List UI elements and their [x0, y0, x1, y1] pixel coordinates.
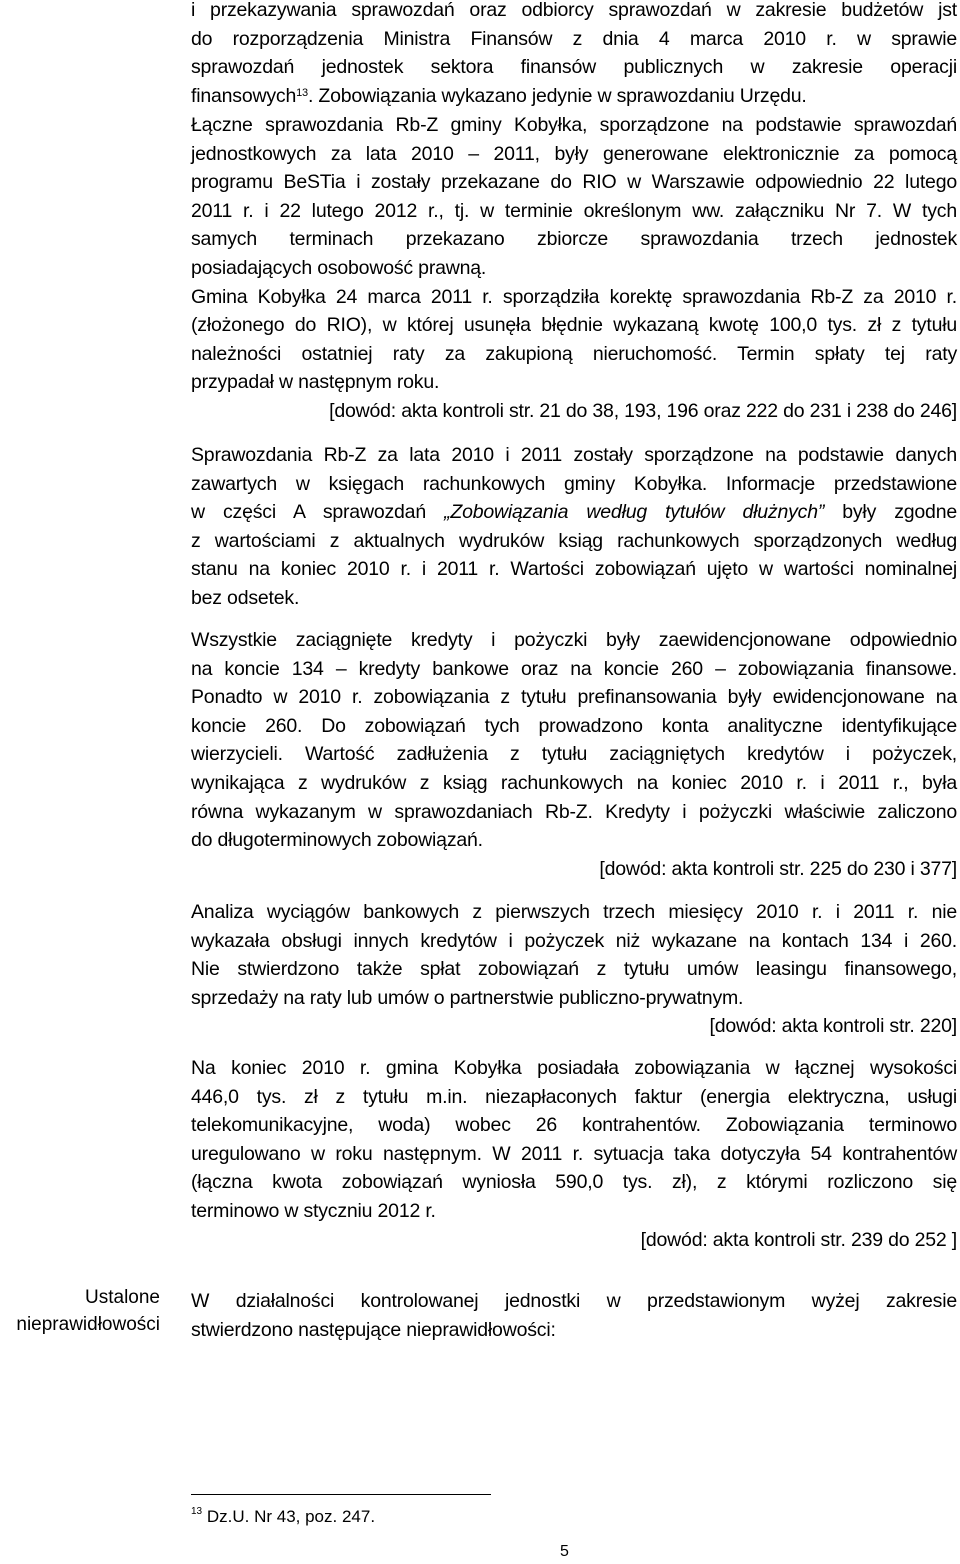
text-line: wykazała obsługi innych kredytów i pożyczek niż wykazane na kontach 134 i 260. — [191, 929, 957, 952]
paragraph-accounting-records — [191, 441, 957, 613]
text-line: terminowo w styczniu 2012 r. — [191, 1199, 436, 1222]
text-line: zawartych w księgach rachunkowych gminy Kobyłka. Informacje przedstawione — [191, 472, 957, 495]
text-line: telekomunikacyjne, woda) wobec 26 kontrahentów. Zobowiązania terminowo — [191, 1114, 957, 1137]
text-line: na koncie 134 – kredyty bankowe oraz na koncie 260 – zobowiązania finansowe. — [191, 657, 957, 680]
text-line: koncie 260. Do zobowiązań tych prowadzono konta analityczne identyfikujące — [191, 714, 957, 737]
text-line: sprawozdań jednostek sektora finansów publicznych w zakresie operacji — [191, 56, 957, 79]
paragraph-liabilities-2010 — [191, 1054, 957, 1254]
evidence-reference: [dowód: akta kontroli str. 225 do 230 i 377] — [599, 857, 957, 880]
text-line: (łączna kwota zobowiązań wyniosła 590,0 tys. zł), z którymi rozliczono się — [191, 1171, 957, 1194]
page-number: 5 — [560, 1543, 569, 1560]
paragraph-credits-loans — [191, 626, 957, 883]
evidence-reference: [dowód: akta kontroli str. 220] — [709, 1015, 957, 1038]
text-line: Wszystkie zaciągnięte kredyty i pożyczki były zaewidencjonowane odpowiednio — [191, 629, 957, 651]
margin-label-irregularities — [0, 1284, 160, 1338]
text-line: Łączne sprawozdania Rb-Z gminy Kobyłka, sporządzone na podstawie sprawozdań — [191, 114, 957, 136]
text-line: wynikająca z wydruków z ksiąg rachunkowych na koniec 2010 r. i 2011 r., była — [191, 771, 957, 794]
paragraph-reporting-regulation — [191, 0, 957, 110]
text-fragment: . Zobowiązania wykazano jedynie w sprawozdaniu Urzędu. — [307, 84, 807, 107]
text-line: (złożonego do RIO), w której usunęła błędnie wykazaną kwotę 100,0 tys. zł z tytułu — [191, 314, 957, 337]
text-line: równa wykazanym w sprawozdaniach Rb-Z. Kredyty i pożyczki właściwie zaliczono — [191, 800, 957, 823]
paragraph-rbz-reports — [191, 111, 957, 426]
text-line: programu BeSTia i zostały przekazane do RIO w Warszawie odpowiednio 22 lutego — [191, 171, 957, 194]
text-line: stanu na koniec 2010 r. i 2011 r. Wartości zobowiązań ujęto w wartości nominalnej — [191, 558, 957, 581]
text-line — [191, 82, 957, 111]
text-line — [191, 498, 957, 527]
text-line: samych terminach przekazano zbiorcze sprawozdania trzech jednostek — [191, 228, 957, 251]
margin-label-line: nieprawidłowości — [16, 1314, 160, 1335]
text-line: bez odsetek. — [191, 586, 300, 609]
margin-label-line: Ustalone — [85, 1287, 160, 1308]
text-line: do długoterminowych zobowiązań. — [191, 829, 483, 852]
evidence-reference: [dowód: akta kontroli str. 21 do 38, 193, 196 oraz 222 do 231 i 238 do 246] — [329, 399, 957, 422]
report-section-title: „Zobowiązania według tytułów dłużnych” — [444, 501, 825, 524]
footnote-mark: 13 — [191, 1506, 203, 1517]
text-line: Na koniec 2010 r. gmina Kobyłka posiadała zobowiązania w łącznej wysokości — [191, 1057, 957, 1079]
text-line: Gmina Kobyłka 24 marca 2011 r. sporządziła korektę sprawozdania Rb-Z za 2010 r. — [191, 285, 957, 308]
text-line: i przekazywania sprawozdań oraz odbiorcy sprawozdań w zakresie budżetów jst — [191, 0, 957, 21]
text-line: Sprawozdania Rb-Z za lata 2010 i 2011 zostały sporządzone na podstawie danych — [191, 444, 957, 466]
text-fragment: finansowych — [191, 84, 297, 107]
text-line: uregulowano w roku następnym. W 2011 r. sytuacja taka dotyczyła 54 kontrahentów — [191, 1142, 957, 1165]
footnote-text: Dz.U. Nr 43, poz. 247. — [206, 1507, 376, 1526]
text-line: 2011 r. i 22 lutego 2012 r., tj. w terminie określonym ww. załączniku Nr 7. W tych — [191, 199, 957, 222]
text-line: Analiza wyciągów bankowych z pierwszych trzech miesięcy 2010 r. i 2011 r. nie — [191, 901, 957, 923]
text-line: sprzedaży na raty lub umów o partnerstwie publiczno-prywatnym. — [191, 986, 744, 1009]
text-line: przypadał w następnym roku. — [191, 371, 440, 394]
text-fragment: były zgodne — [824, 501, 957, 524]
paragraph-findings — [191, 1287, 957, 1344]
text-line: Ponadto w 2010 r. zobowiązania z tytułu prefinansowania były ewidencjonowane na — [191, 686, 957, 709]
footnote — [191, 1507, 375, 1527]
paragraph-bank-statements — [191, 898, 957, 1041]
evidence-reference: [dowód: akta kontroli str. 239 do 252 ] — [640, 1228, 957, 1251]
footnote-reference: 13 — [296, 86, 308, 99]
text-line: wierzycieli. Wartość zadłużenia z tytułu zaciągniętych kredytów i pożyczek, — [191, 743, 957, 766]
text-fragment: w części A sprawozdań — [191, 501, 445, 524]
text-line: W działalności kontrolowanej jednostki w przedstawionym wyżej zakresie — [191, 1290, 957, 1312]
footnote-separator — [191, 1494, 491, 1495]
text-line: posiadających osobowość prawną. — [191, 256, 487, 279]
text-line: 446,0 tys. zł z tytułu m.in. niezapłaconych faktur (energia elektryczna, usługi — [191, 1085, 957, 1108]
text-line: stwierdzono następujące nieprawidłowości: — [191, 1318, 556, 1341]
text-line: do rozporządzenia Ministra Finansów z dnia 4 marca 2010 r. w sprawie — [191, 27, 957, 50]
text-line: Nie stwierdzono także spłat zobowiązań z tytułu umów leasingu finansowego, — [191, 958, 957, 981]
text-line: z wartościami z aktualnych wydruków ksiąg rachunkowych sporządzonych według — [191, 529, 957, 552]
text-line: jednostkowych za lata 2010 – 2011, były generowane elektronicznie za pomocą — [191, 142, 957, 165]
text-line: należności ostatniej raty za zakupioną nieruchomość. Termin spłaty tej raty — [191, 342, 957, 365]
